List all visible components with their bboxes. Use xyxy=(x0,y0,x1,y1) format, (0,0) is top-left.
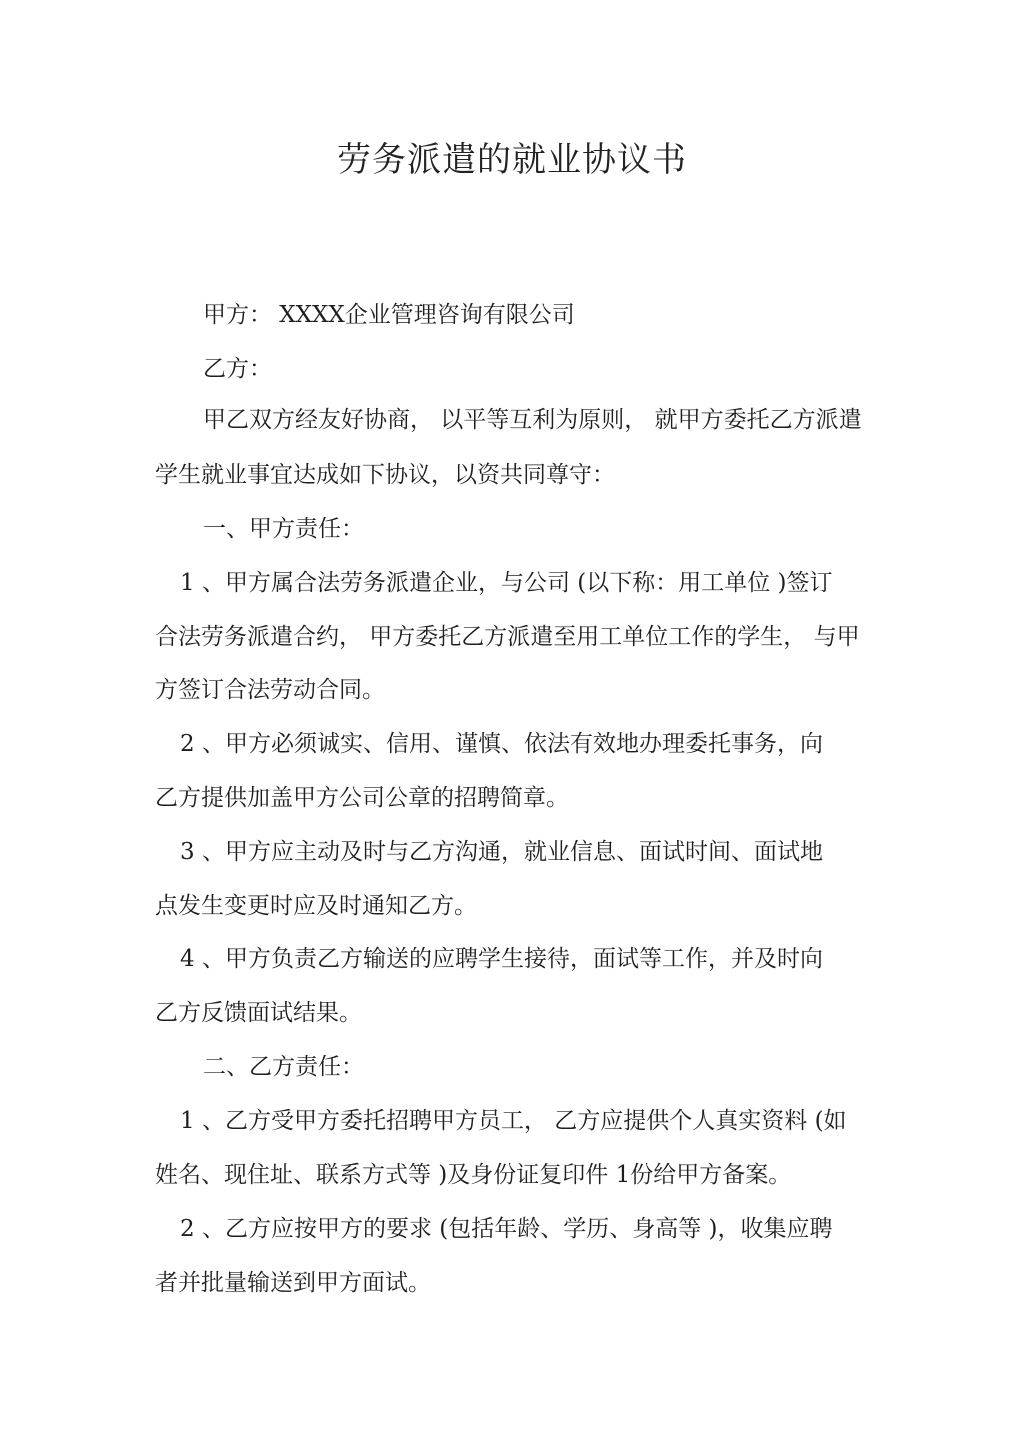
clause-a3-line-1: 3 、甲方应主动及时与乙方沟通，就业信息、面试时间、面试地 xyxy=(180,839,823,865)
clause-a1-line-1: 1 、甲方属合法劳务派遣企业，与公司 (以下称：用工单位 )签订 xyxy=(180,570,833,596)
clause-a4-line-2: 乙方反馈面试结果。 xyxy=(155,1000,362,1026)
clause-b2-line-2: 者并批量输送到甲方面试。 xyxy=(155,1270,431,1296)
clause-a1-line-3: 方签订合法劳动合同。 xyxy=(155,677,385,703)
clause-b1-line-1: 1 、乙方受甲方委托招聘甲方员工， 乙方应提供个人真实资料 (如 xyxy=(180,1108,847,1134)
section-heading-party-b: 二、乙方责任： xyxy=(203,1054,364,1080)
clause-b1-line-2: 姓名、现住址、联系方式等 )及身份证复印件 1份给甲方备案。 xyxy=(155,1162,792,1188)
document-title: 劳务派遣的就业协议书 xyxy=(337,140,687,180)
clause-a3-line-2: 点发生变更时应及时通知乙方。 xyxy=(155,893,477,919)
preamble-line-2: 学生就业事宜达成如下协议，以资共同尊守： xyxy=(155,462,615,488)
preamble-line-1: 甲乙双方经友好协商， 以平等互利为原则， 就甲方委托乙方派遣 xyxy=(203,407,862,433)
party-a-line: 甲方： XXXX企业管理咨询有限公司 xyxy=(203,302,575,328)
clause-a4-line-1: 4 、甲方负责乙方输送的应聘学生接待，面试等工作，并及时向 xyxy=(180,946,823,972)
clause-b2-line-1: 2 、乙方应按甲方的要求 (包括年龄、学历、身高等 )，收集应聘 xyxy=(180,1216,833,1242)
clause-a2-line-2: 乙方提供加盖甲方公司公章的招聘简章。 xyxy=(155,785,569,811)
section-heading-party-a: 一、甲方责任： xyxy=(203,516,364,542)
party-b-line: 乙方： xyxy=(203,356,272,382)
clause-a1-line-2: 合法劳务派遣合约， 甲方委托乙方派遣至用工单位工作的学生， 与甲 xyxy=(155,624,860,650)
clause-a2-line-1: 2 、甲方必须诚实、信用、谨慎、依法有效地办理委托事务，向 xyxy=(180,731,823,757)
